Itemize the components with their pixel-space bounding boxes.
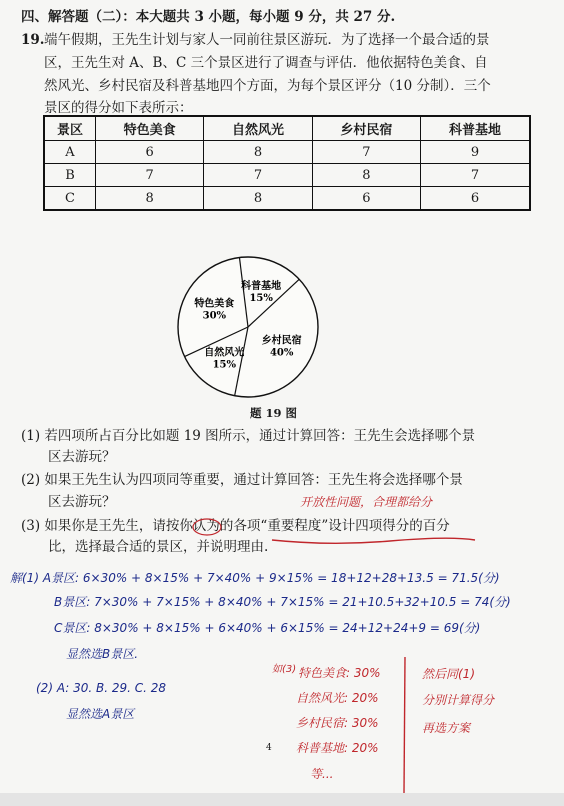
problem-line-2: 区，王先生对 A、B、C 三个景区进行了调查与评估．他依据特色美食、自 — [44, 55, 488, 71]
question-2-line-1: (2) 如果王先生认为四项同等重要，通过计算回答：王先生将会选择哪个景 — [21, 472, 463, 488]
table-header-row — [44, 116, 530, 141]
problem-line-1: 端午假期，王先生计划与家人一同前往景区游玩．为了选择一个最合适的景 — [44, 32, 490, 48]
table-row — [44, 164, 530, 187]
table-row — [44, 141, 530, 164]
question-1-line-1: (1) 若四项所占百分比如题 19 图所示，通过计算回答：王先生会选择哪个景 — [21, 428, 476, 444]
question-3-line-2: 比，选择最合适的景区，并说明理由. — [48, 539, 269, 555]
question-3-line-1: (3) 如果你是王先生，请按你认为的各项“重要程度”设计四项得分的百分 — [21, 518, 450, 534]
table-cell: 8 — [312, 164, 420, 187]
handwritten-answer-2-line-1: (2) A: 30. B. 29. C. 28 — [36, 681, 167, 695]
table-cell: 7 — [421, 164, 530, 187]
pie-slice-value: 15% — [212, 359, 237, 371]
handwritten-answer-3-prefix: 如(3) — [272, 664, 297, 675]
table-header-cell: 特色美食 — [96, 116, 204, 141]
table-cell: B — [44, 164, 96, 187]
red-divider — [400, 655, 410, 795]
table-cell: C — [44, 187, 96, 211]
problem-line-3: 然风光、乡村民宿及科普基地四个方面，为每个景区评分（10 分制）．三个 — [44, 78, 491, 94]
pie-slice-value: 15% — [249, 292, 273, 304]
problem-number: 19. — [21, 32, 45, 48]
table-cell: 6 — [96, 141, 204, 164]
handwritten-answer-1-line-4: 显然选B景区. — [66, 647, 139, 661]
section-title: 四、解答题（二）：本大题共 3 小题，每小题 9 分，共 27 分. — [21, 9, 396, 25]
table-cell: 9 — [421, 141, 530, 164]
handwritten-answer-2-line-2: 显然选A景区 — [66, 707, 135, 721]
pie-chart — [168, 252, 328, 402]
table-cell: 6 — [312, 187, 420, 211]
handwritten-answer-3-line-4: 科普基地: 20% — [296, 741, 379, 755]
table-cell: 7 — [312, 141, 420, 164]
table-cell: A — [44, 141, 96, 164]
table-cell: 7 — [96, 164, 204, 187]
table-header-cell: 乡村民宿 — [312, 116, 420, 141]
handwritten-answer-1-line-1: 解(1) A景区: 6×30% + 8×15% + 7×40% + 9×15% = 18+12+28+13.5 = 71.5(分) — [10, 571, 500, 585]
table-cell: 8 — [96, 187, 204, 211]
table-cell: 7 — [204, 164, 312, 187]
table-cell: 6 — [421, 187, 530, 211]
pie-slice-label: 特色美食 — [194, 298, 235, 310]
handwritten-answer-3-line-3: 乡村民宿: 30% — [296, 716, 379, 730]
problem-line-4: 景区的得分如下表所示： — [44, 100, 193, 116]
red-underline — [270, 534, 480, 548]
score-table — [43, 115, 531, 211]
pie-slice-label: 科普基地 — [241, 280, 282, 292]
table-cell: 8 — [204, 141, 312, 164]
question-2-line-2: 区去游玩？ — [48, 494, 116, 510]
handwritten-answer-1-line-3: C景区: 8×30% + 8×15% + 6×40% + 6×15% = 24+12+24+9 = 69(分) — [54, 621, 481, 635]
question-1-line-2: 区去游玩？ — [48, 449, 116, 465]
page-number: 4 — [266, 743, 272, 753]
red-note-line-1: 然后同(1) — [422, 667, 475, 681]
handwritten-answer-1-line-2: B景区: 7×30% + 7×15% + 8×40% + 7×15% = 21+10.5+32+10.5 = 74(分) — [54, 595, 511, 609]
table-row — [44, 187, 530, 211]
red-note-line-3: 再选方案 — [422, 721, 471, 735]
handwritten-answer-3-line-5: 等... — [310, 767, 334, 781]
figure-caption: 题 19 图 — [250, 406, 298, 420]
table-header-cell: 景区 — [44, 116, 96, 141]
pie-slice-label: 自然风光 — [204, 347, 245, 359]
red-circle-mark — [190, 517, 224, 537]
red-annotation-top: 开放性问题，合理都给分 — [300, 495, 433, 509]
bottom-edge — [0, 793, 564, 806]
pie-slice-value: 30% — [202, 310, 227, 322]
handwritten-answer-3-line-1: 特色美食: 30% — [298, 666, 381, 680]
table-cell: 8 — [204, 187, 312, 211]
handwritten-answer-3-line-2: 自然风光: 20% — [296, 691, 379, 705]
red-note-line-2: 分别计算得分 — [422, 693, 495, 707]
table-header-cell: 科普基地 — [421, 116, 530, 141]
pie-slice-value: 40% — [269, 347, 294, 359]
pie-slice-label: 乡村民宿 — [261, 335, 302, 347]
table-header-cell: 自然风光 — [204, 116, 312, 141]
